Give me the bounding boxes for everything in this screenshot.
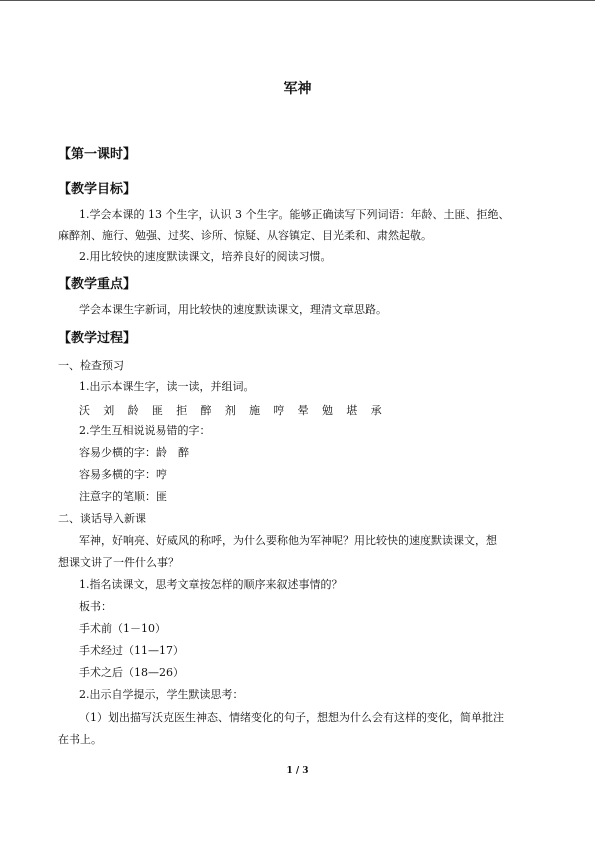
char-1: 沃 (79, 404, 90, 417)
section-2-para-line-1: 军神，好响亮、好威风的称呼，为什么要称他为军神呢？用比较快的速度默读课文，想 (79, 534, 497, 547)
char-2: 刘 (103, 404, 115, 417)
char-6: 醉 (200, 404, 212, 417)
section-2-title: 二、谈话导入新课 (58, 512, 146, 525)
section-1-title: 一、检查预习 (58, 359, 124, 372)
error-chars-stroke-order: 注意字的笔顺：匪 (79, 490, 167, 503)
board-item-1: 手术前（1－10） (79, 622, 166, 635)
focus-text: 学会本课生字新词，用比较快的速度默读课文，理清文章思路。 (79, 303, 387, 316)
board-item-2: 手术经过（11—17） (79, 644, 184, 657)
char-13: 承 (370, 404, 382, 417)
char-7: 剂 (224, 404, 236, 417)
char-10: 晕 (297, 404, 309, 417)
goal-1-line-2: 麻醉剂、施行、勉强、过奖、诊所、惊疑、从容镇定、目光柔和、肃然起敬。 (58, 229, 432, 242)
char-3: 龄 (127, 404, 139, 417)
heading-goals: 【教学目标】 (58, 182, 137, 197)
prompt-1-line-2: 在书上。 (58, 733, 102, 746)
goal-1-line-1: 1.学会本课的 13 个生字，认识 3 个生字。能够正确读写下列词语：年龄、土匪、拒绝、 (79, 208, 510, 221)
prompt-1-line-1: （1）划出描写沃克医生神态、情绪变化的句子，想想为什么会有这样的变化，简单批注 (79, 711, 504, 724)
page-number: 1 / 3 (286, 766, 309, 776)
char-8: 施 (249, 404, 261, 417)
char-11: 勉 (321, 404, 333, 417)
error-chars-missing-stroke: 容易少横的字：龄 醉 (79, 446, 189, 459)
heading-process: 【教学过程】 (58, 331, 137, 346)
error-chars-extra-stroke: 容易多横的字：哼 (79, 468, 167, 481)
new-characters-row (79, 402, 395, 418)
char-12: 堪 (346, 404, 358, 417)
char-9: 哼 (273, 404, 285, 417)
section-1-item-2: 2.学生互相说说易错的字： (79, 424, 211, 437)
char-4: 匪 (151, 404, 163, 417)
section-1-item-1: 1.出示本课生字，读一读，并组词。 (79, 380, 255, 393)
board-label: 板书： (79, 600, 112, 613)
board-item-3: 手术之后（18—26） (79, 666, 184, 679)
section-2-item-1: 1.指名读课文，思考文章按怎样的顺序来叙述事情的？ (79, 578, 343, 591)
char-5: 拒 (176, 404, 188, 417)
heading-focus: 【教学重点】 (58, 277, 137, 292)
section-2-para-line-2: 想课文讲了一件什么事？ (58, 556, 179, 569)
heading-first-lesson: 【第一课时】 (58, 147, 137, 162)
document-title: 军神 (283, 81, 312, 97)
goal-2: 2.用比较快的速度默读课文，培养良好的阅读习惯。 (79, 250, 332, 263)
section-2-item-2: 2.出示自学提示，学生默读思考： (79, 688, 244, 701)
